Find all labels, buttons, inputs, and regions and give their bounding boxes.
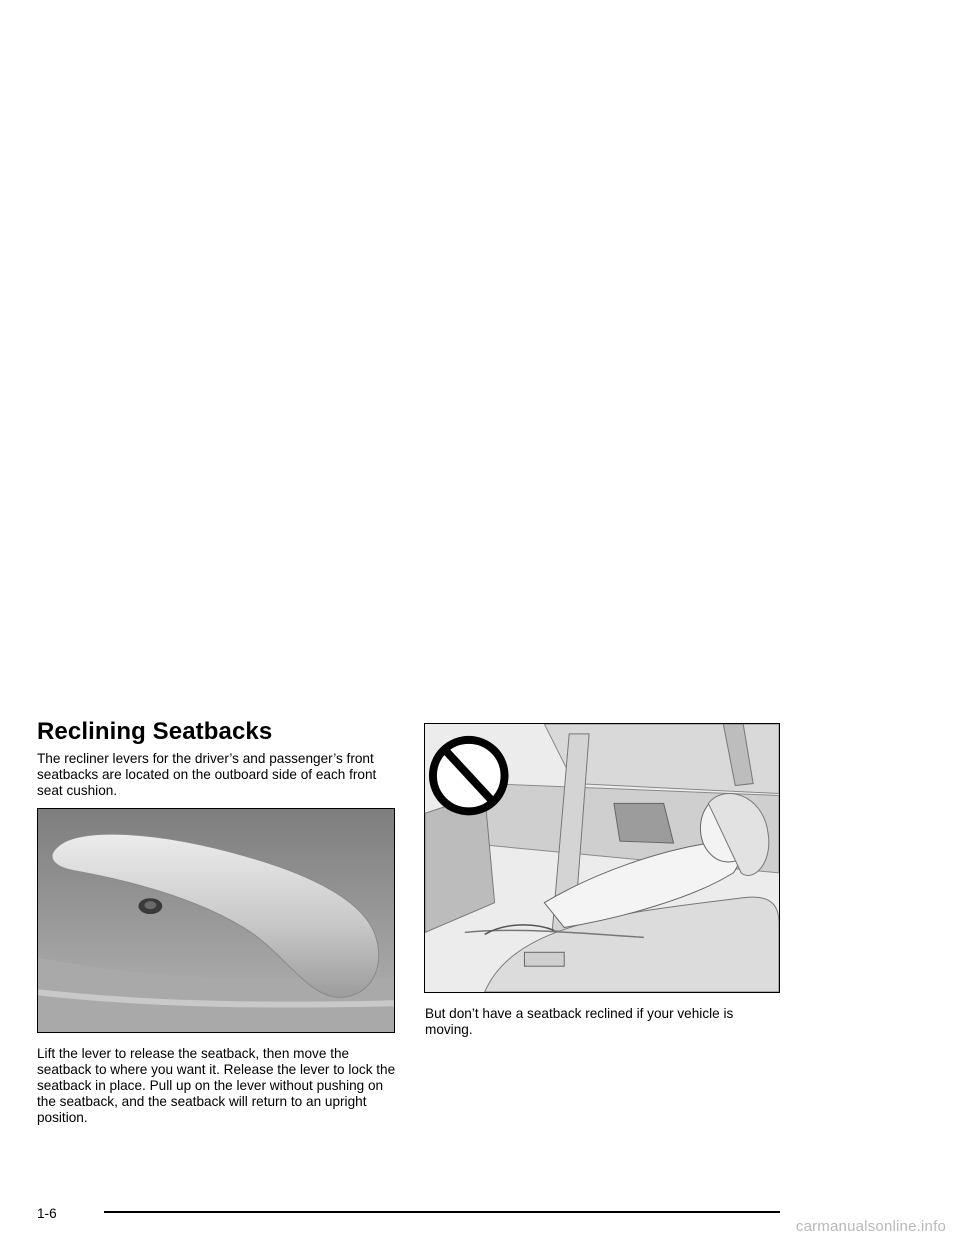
page-number: 1-6	[37, 1206, 57, 1221]
reclined-occupant-figure	[424, 723, 780, 993]
instructions-paragraph: Lift the lever to release the seatback, then move the seatback to where you want it. Release the lever to lock the seatback in place. Pull up on the lever without pushing on the seatback, and the seatback will return to an upright position.	[37, 1046, 396, 1125]
warning-caption: But don’t have a seatback reclined if your vehicle is moving.	[425, 1006, 734, 1037]
intro-paragraph: The recliner levers for the driver’s and passenger’s front seatbacks are located on the outboard side of each front seat cushion.	[37, 751, 377, 798]
reclined-occupant-illustration	[425, 724, 779, 992]
section-heading: Reclining Seatbacks	[37, 718, 273, 745]
recliner-lever-figure	[37, 808, 395, 1033]
recliner-lever-illustration	[38, 809, 394, 1032]
watermark: carmanualsonline.info	[795, 1218, 946, 1235]
footer-rule	[104, 1211, 780, 1213]
